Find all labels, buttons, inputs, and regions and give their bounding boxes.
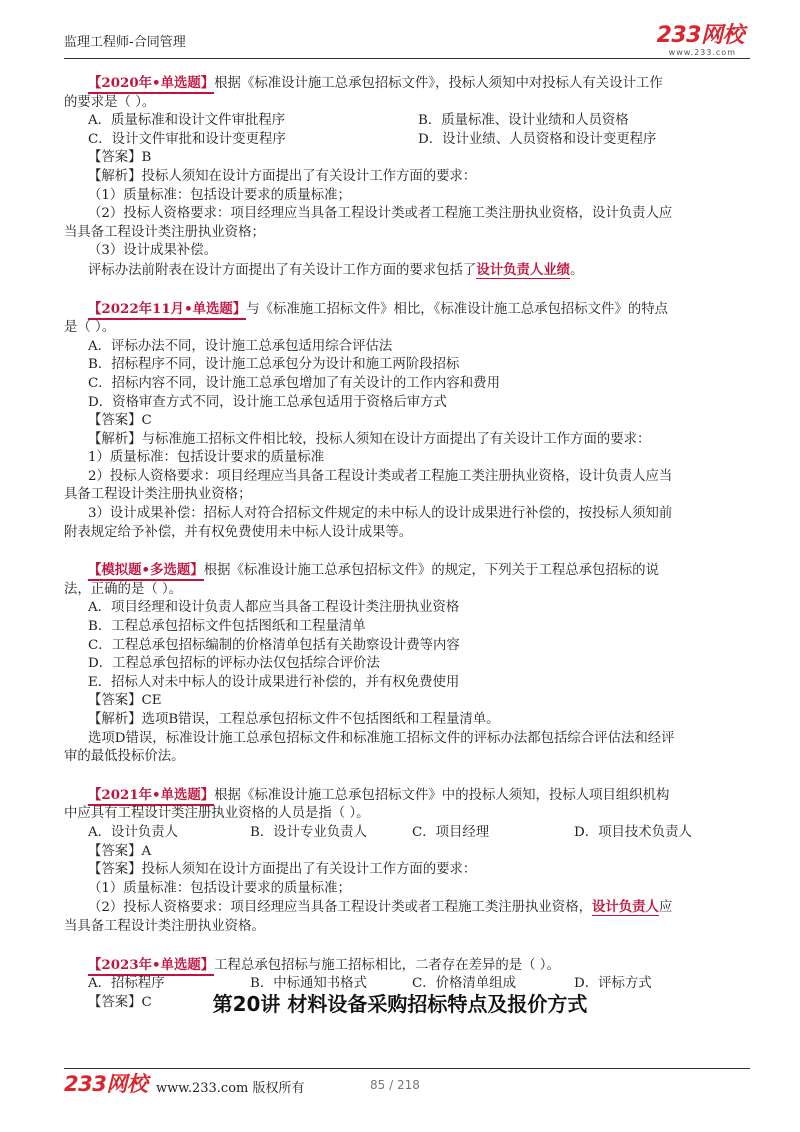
- option: E．招标人对未中标人的设计成果进行补偿的，并有权免费使用: [88, 674, 460, 690]
- analysis-line: 附表规定给予补偿，并有权免费使用未中标人设计成果等。: [64, 524, 413, 540]
- option: B．招标程序不同，设计施工总承包分为设计和施工两阶段招标: [88, 357, 460, 373]
- analysis-label: 【答案】: [88, 862, 142, 878]
- option: A．招标程序: [88, 976, 165, 992]
- question-stem: [64, 300, 754, 320]
- stem-continuation: 的要求是（ ）。: [64, 94, 156, 110]
- analysis-line: 1）质量标准：包括设计要求的质量标准: [88, 450, 325, 466]
- answer: 【答案】A: [88, 843, 152, 859]
- stem-continuation: 是（ ）。: [64, 320, 116, 336]
- answer: 【答案】CE: [88, 693, 162, 709]
- note-suffix: 。: [570, 262, 584, 278]
- analysis-line: 3）设计成果补偿：招标人对符合招标文件规定的未中标人的设计成果进行补偿的，按投标人须知前: [88, 506, 673, 522]
- analysis-label: 【解析】: [88, 712, 142, 727]
- analysis-line: （1）质量标准：包括设计要求的质量标准；: [88, 880, 351, 896]
- footer-copyright: www.233.com 版权所有: [156, 1081, 305, 1096]
- analysis-text: 投标人须知在设计方面提出了有关设计工作方面的要求：: [141, 862, 477, 878]
- analysis-highlight: 设计负责人: [591, 899, 659, 916]
- analysis: [64, 861, 754, 880]
- stem-text: 根据《标准设计施工总承包招标文件》的规定，下列关于工程总承包招标的说: [203, 563, 659, 579]
- option: B．质量标准、设计业绩和人员资格: [418, 113, 629, 129]
- analysis-note: [64, 261, 754, 281]
- options-row: [64, 824, 754, 843]
- logo-text: 233网校: [656, 23, 744, 48]
- option: D．项目技术负责人: [574, 824, 692, 840]
- question-tag: 【2020年•单选题】: [88, 75, 214, 94]
- analysis-line: [64, 898, 754, 918]
- question-stem: [64, 956, 754, 976]
- options-row: [64, 112, 754, 131]
- question-tag: 【2022年11月•单选题】: [88, 301, 246, 320]
- analysis-text: （2）投标人资格要求：项目经理应当具备工程设计类或者工程施工类注册执业资格，: [88, 900, 592, 916]
- section-title: 第20讲 材料设备采购招标特点及报价方式: [212, 992, 588, 1016]
- option: D．评标方式: [574, 976, 652, 992]
- analysis: [64, 711, 754, 730]
- header-divider: [64, 58, 750, 59]
- options-row: [64, 131, 754, 150]
- footer-logo[interactable]: 233网校: [64, 1072, 148, 1096]
- note-text: 评标办法前附表在设计方面提出了有关设计工作方面的要求包括了: [88, 262, 477, 278]
- footer-divider: [64, 1068, 750, 1069]
- analysis-line: 当具备工程设计类注册执业资格。: [64, 918, 265, 934]
- analysis-line: 具备工程设计类注册执业资格；: [64, 487, 252, 503]
- option: B．设计专业负责人: [250, 824, 367, 840]
- logo-url: www.233.com: [668, 48, 736, 57]
- analysis-suffix: 应: [658, 900, 673, 916]
- analysis-label: 【解析】: [88, 431, 142, 447]
- brand-logo[interactable]: [657, 24, 744, 57]
- question-stem: [64, 74, 754, 94]
- analysis-line: （2）投标人资格要求：项目经理应当具备工程设计类或者工程施工类注册执业资格，设计负责人应: [88, 206, 673, 222]
- analysis-line: （3）设计成果补偿。: [88, 243, 218, 259]
- option: D．资格审查方式不同，设计施工总承包适用于资格后审方式: [88, 394, 447, 410]
- question-tag: 【2021年•单选题】: [88, 787, 214, 806]
- stem-text: 根据《标准设计施工总承包招标文件》，投标人须知中对投标人有关设计工作: [214, 76, 663, 91]
- question-stem: [64, 786, 754, 806]
- analysis-text: 投标人须知在设计方面提出了有关设计工作方面的要求：: [141, 168, 477, 184]
- analysis-line: 选项D错误，标准设计施工总承包招标文件和标准施工招标文件的评标办法都包括综合评估法和经评: [88, 730, 675, 746]
- option: A．质量标准和设计文件审批程序: [88, 113, 286, 129]
- analysis-line: 当具备工程设计类注册执业资格；: [64, 224, 265, 240]
- question-block: [64, 561, 754, 767]
- stem-text: 工程总承包招标与施工招标相比，二者存在差异的是（ ）。: [214, 957, 560, 973]
- question-block: [64, 786, 754, 937]
- page-content: [64, 74, 754, 1031]
- analysis-line: （1）质量标准：包括设计要求的质量标准；: [88, 187, 351, 203]
- question-tag: 【2023年•单选题】: [88, 957, 214, 976]
- option: B．中标通知书格式: [250, 976, 367, 992]
- analysis-line: 2）投标人资格要求：项目经理应当具备工程设计类或者工程施工类注册执业资格，设计负责人应当: [88, 468, 673, 484]
- answer: 【答案】C: [88, 994, 152, 1010]
- note-highlight: 设计负责人业绩: [476, 261, 571, 278]
- question-stem: [64, 561, 754, 581]
- stem-text: 根据《标准设计施工总承包招标文件》中的投标人须知，投标人项目组织机构: [214, 787, 670, 803]
- page-footer: [64, 1072, 750, 1096]
- analysis-text: 选项B错误，工程总承包招标文件不包括图纸和工程量清单。: [141, 712, 500, 727]
- page-number: 85 / 218: [370, 1078, 420, 1092]
- option: C．工程总承包招标编制的价格清单包括有关勘察设计费等内容: [88, 637, 460, 653]
- option: C．项目经理: [412, 824, 490, 840]
- option: D．工程总承包招标的评标办法仅包括综合评价法: [88, 656, 380, 672]
- stem-text: 与《标准施工招标文件》相比，《标准设计施工总承包招标文件》的特点: [246, 301, 669, 317]
- option: C．价格清单组成: [412, 976, 516, 992]
- document-title: 监理工程师-合同管理: [64, 35, 186, 50]
- analysis-label: 【解析】: [88, 168, 142, 184]
- stem-continuation: 法，正确的是（ ）。: [64, 581, 183, 597]
- question-tag: 【模拟题•多选题】: [88, 562, 204, 581]
- option: C．招标内容不同，设计施工总承包增加了有关设计的工作内容和费用: [88, 375, 500, 391]
- analysis: [64, 168, 754, 187]
- option: A．设计负责人: [88, 824, 179, 840]
- answer: 【答案】B: [88, 150, 152, 166]
- option: B．工程总承包招标文件包括图纸和工程量清单: [88, 619, 366, 635]
- analysis-text: 与标准施工招标文件相比较，投标人须知在设计方面提出了有关设计工作方面的要求：: [141, 431, 651, 447]
- option: A．项目经理和设计负责人都应当具备工程设计类注册执业资格: [88, 600, 460, 616]
- option: A．评标办法不同，设计施工总承包适用综合评估法: [88, 338, 393, 354]
- analysis: [64, 431, 754, 450]
- stem-continuation: 中应具有工程设计类注册执业资格的人员是指（ ）。: [64, 806, 370, 822]
- option: C．设计文件审批和设计变更程序: [88, 131, 286, 147]
- option: D．设计业绩、人员资格和设计变更程序: [418, 131, 657, 147]
- page-header: [64, 22, 744, 57]
- answer: 【答案】C: [88, 413, 152, 429]
- analysis-line: 审的最低投标价法。: [64, 749, 185, 765]
- question-block: [64, 74, 754, 281]
- question-block: [64, 300, 754, 543]
